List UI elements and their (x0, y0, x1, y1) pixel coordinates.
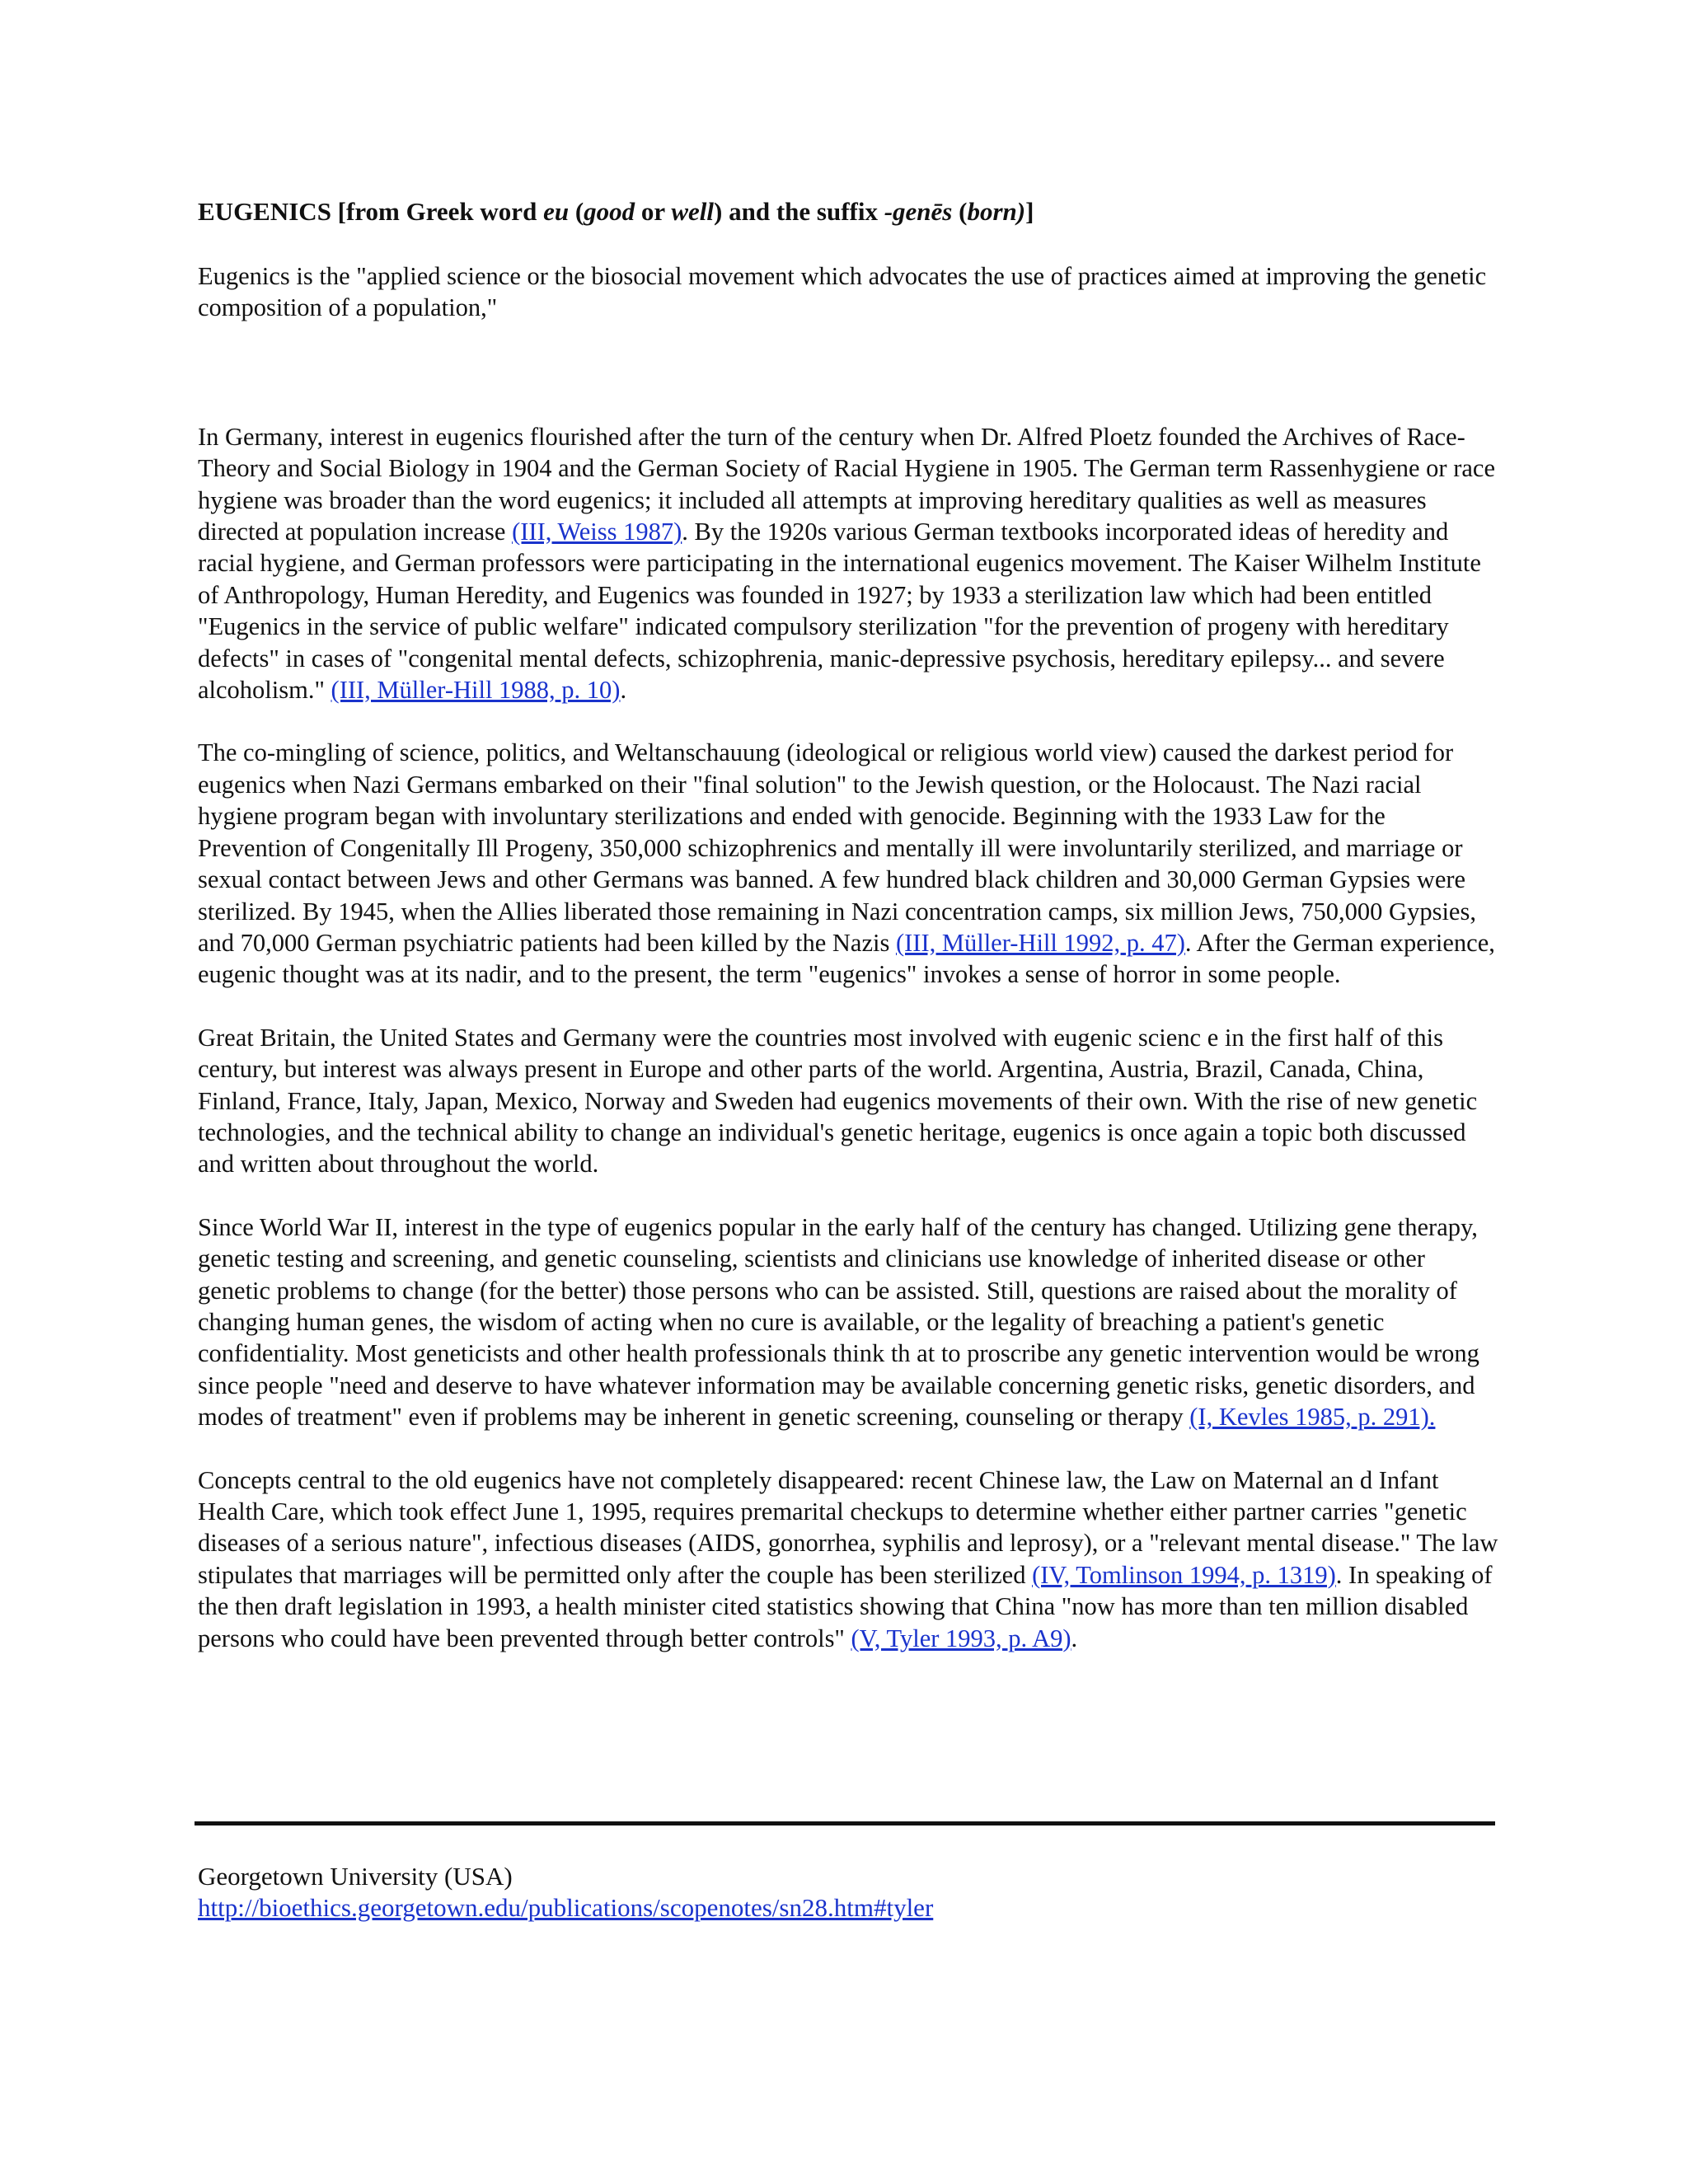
spacer (198, 1433, 1500, 1465)
document-title (198, 196, 1500, 227)
concepts-text-1: Concepts central to the old eugenics have not completely disappeared: recent Chinese law, the Law on Maternal an d Infant Health Care, which took effect June 1, 1995, requires premarital checkups to determine whether either partner carries "genetic diseases of a serious nature", infectious diseases (AIDS, gonorrhea, syphilis and leprosy), or a "relevant mental disease." The law stipulates that marriages will be permitted only after the couple has been sterilized (198, 1465, 1498, 1589)
title-open2: ( (952, 197, 968, 226)
title-open: ( (569, 197, 584, 226)
britain-paragraph: Great Britain, the United States and Germany were the countries most involved with eugenic scienc e in the first half of this century, but interest was always present in Europe and other parts of the world. Argentina, Austria, Brazil, Canada, China, Finland, France, Italy, Japan, Mexico, Norway and Sweden had eugenics movements of their own. With the rise of new genetic technologies, and the technical ability to change an individual's genetic heritage, eugenics is once again a topic both discussed and written about throughout the world. (198, 1023, 1478, 1179)
concepts-text-3: . (1071, 1624, 1078, 1652)
spacer (198, 1180, 1500, 1212)
horizontal-divider (195, 1821, 1495, 1825)
title-eu: eu (543, 197, 570, 226)
spacer (198, 705, 1500, 737)
title-or: or (635, 197, 672, 226)
citation-link-tomlinson-1994[interactable]: (IV, Tomlinson 1994, p. 1319) (1032, 1560, 1336, 1589)
concepts-text-2: . In speaking of the then draft legislation in 1993, a health minister cited statistics showing that China "now has more than ten million disabled persons who could have been prevented through better controls" (198, 1560, 1493, 1652)
citation-link-muller-hill-1988[interactable]: (III, Müller-Hill 1988, p. 10) (331, 676, 621, 705)
comingling-paragraph (198, 737, 1500, 990)
title-good: good (584, 197, 635, 226)
intro-paragraph: Eugenics is the "applied science or the biosocial movement which advocates the use of practices aimed at improving the genetic composition of a population," (198, 262, 1487, 322)
title-genes: -genēs (884, 197, 953, 226)
source-organization: Georgetown University (USA) (198, 1862, 513, 1891)
germany-paragraph (198, 421, 1500, 706)
germany-text-2: . By the 1920s various German textbooks incorporated ideas of heredity and racial hygiene, and German professors were participating in the international eugenics movement. The Kaiser Wilhelm Institute of Anthropology, Human Heredity, and Eugenics was founded in 1927; by 1933 a sterilization law which had been entitled "Eugenics in the service of public welfare" indicated compulsory sterilization "for the prevention of progeny with hereditary defects" in cases of "congenital mental defects, schizophrenia, manic-depressive psychosis, hereditary epilepsy... and severe alcoholism." (198, 518, 1481, 705)
citation-link-muller-hill-1992[interactable]: (III, Müller-Hill 1992, p. 47) (895, 928, 1185, 957)
document-body (198, 196, 1500, 1654)
germany-text-3: . (620, 676, 627, 705)
concepts-paragraph (198, 1465, 1500, 1654)
source-footer (198, 1861, 933, 1924)
citation-link-tyler-1993[interactable]: (V, Tyler 1993, p. A9) (851, 1624, 1071, 1652)
germany-text-1: In Germany, interest in eugenics flourished after the turn of the century when Dr. Alfred Ploetz founded the Archives of Race-Theory and Social Biology in 1904 and the German Society of Racial Hygiene in 1905. The German term Rassenhygiene or race hygiene was broader than the word eugenics; it included all attempts at improving hereditary qualities as well as measures directed at population increase (198, 422, 1495, 546)
title-well: well (671, 197, 715, 226)
title-born: born) (967, 197, 1026, 226)
title-lead: EUGENICS [from Greek word (198, 197, 544, 226)
source-url-link[interactable]: http://bioethics.georgetown.edu/publications/scopenotes/sn28.htm#tyler (198, 1893, 934, 1922)
spacer (198, 324, 1500, 421)
ww2-text-1: Since World War II, interest in the type of eugenics popular in the early half of the century has changed. Utilizing gene therapy, genetic testing and screening, and genetic counseling, scientists and clinicians use knowledge of inherited disease or other genetic problems to change (for the better) those persons who can be assisted. Still, questions are raised about the morality of changing human genes, the wisdom of acting when no cure is available, or the legality of breaching a patient's genetic confidentiality. Most geneticists and other health professionals think th at to proscribe any genetic intervention would be wrong since people "need and deserve to have whatever information may be available concerning genetic risks, genetic disorders, and modes of treatment" even if problems may be inherent in genetic screening, counseling or therapy (198, 1212, 1479, 1432)
comingling-text-1: The co-mingling of science, politics, and Weltanschauung (ideological or religious world view) caused the darkest period for eugenics when Nazi Germans embarked on their "final solution" to the Jewish question, or the Holocaust. The Nazi racial hygiene program began with involuntary sterilizations and ended with genocide. Beginning with the 1933 Law for the Prevention of Congenitally Ill Progeny, 350,000 schizophrenics and mentally ill were involuntarily sterilized, and marriage or sexual contact between Jews and other Germans was banned. A few hundred black children and 30,000 German Gypsies were sterilized. By 1945, when the Allies liberated those remaining in Nazi concentration camps, six million Jews, 750,000 Gypsies, and 70,000 German psychiatric patients had been killed by the Nazis (198, 738, 1476, 957)
spacer (198, 991, 1500, 1022)
title-mid: ) and the suffix (714, 197, 884, 226)
title-close: ] (1025, 197, 1034, 226)
citation-link-weiss-1987[interactable]: (III, Weiss 1987) (512, 518, 682, 546)
citation-link-kevles-1985[interactable]: (I, Kevles 1985, p. 291). (1189, 1403, 1436, 1432)
ww2-paragraph (198, 1212, 1500, 1433)
comingling-text-2: . After the German experience, eugenic thought was at its nadir, and to the present, the term "eugenics" invokes a sense of horror in some people. (198, 928, 1495, 989)
